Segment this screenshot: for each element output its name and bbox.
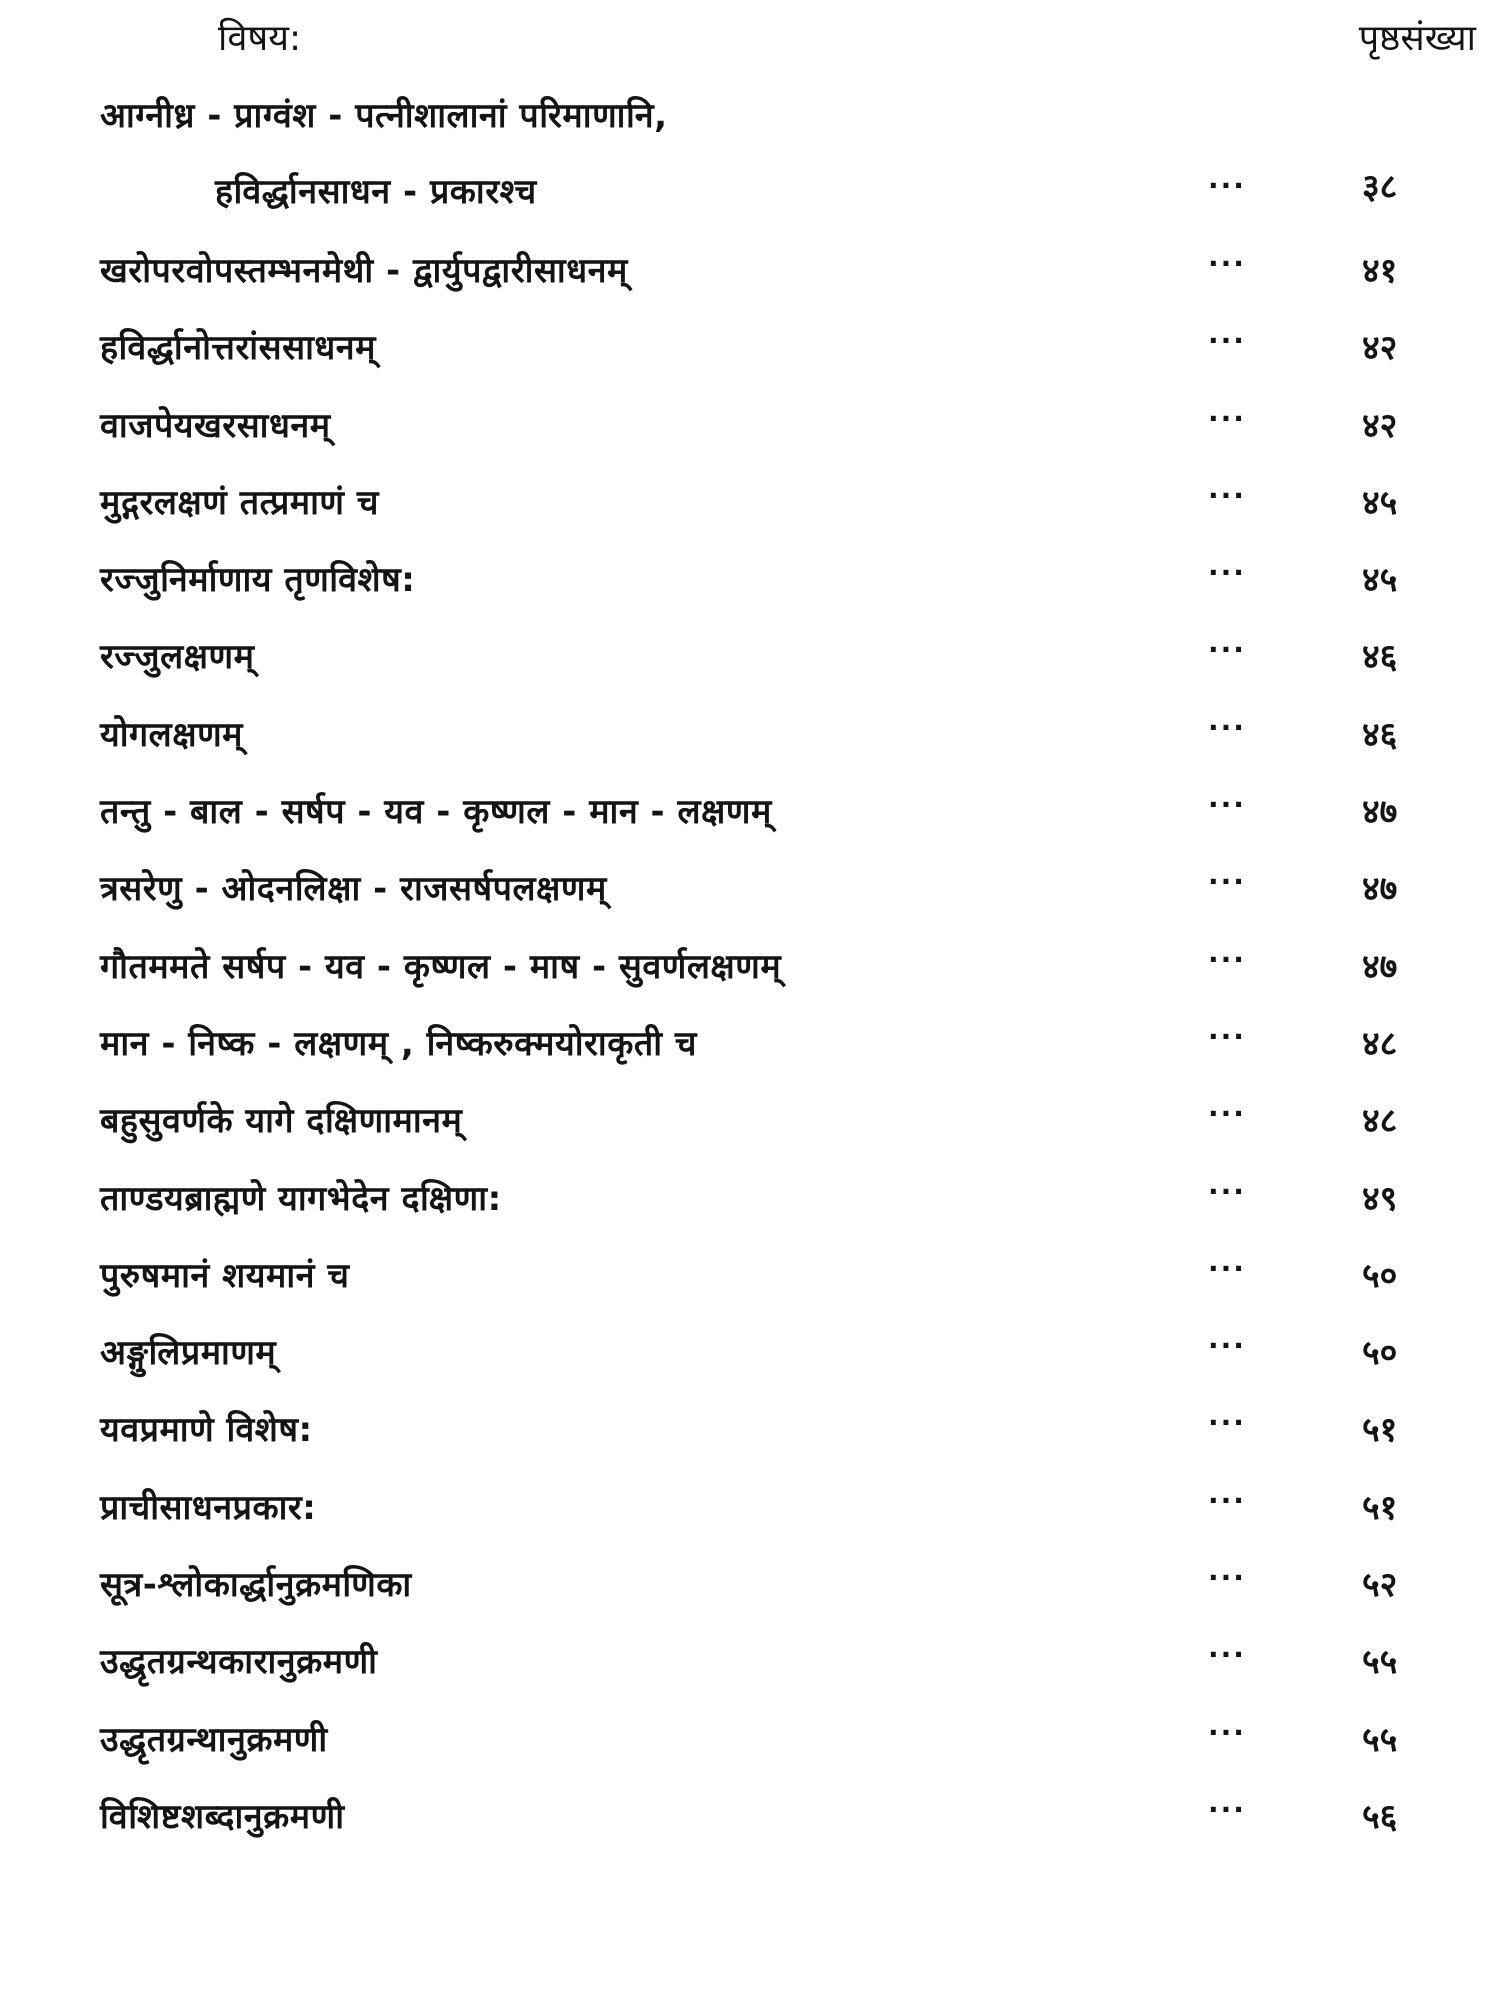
toc-entry-page-number: ५५ xyxy=(1362,1719,1398,1760)
leader-dots: ... xyxy=(1208,1012,1246,1046)
toc-entry-title: सूत्र-श्लोकार्द्धानुक्रमणिका xyxy=(100,1565,412,1606)
toc-entry-page-number: ४६ xyxy=(1362,714,1398,755)
toc-entry xyxy=(0,858,1500,935)
toc-entry-page-number: ५० xyxy=(1362,1255,1398,1296)
toc-entry xyxy=(0,85,1500,240)
toc-entry xyxy=(0,781,1500,858)
toc-entry xyxy=(0,1554,1500,1631)
toc-entry xyxy=(0,626,1500,703)
leader-dots: ... xyxy=(1208,1785,1246,1819)
toc-entry xyxy=(0,1090,1500,1167)
subject-column-heading: विषय: xyxy=(218,18,302,59)
leader-dots: ... xyxy=(1208,1631,1246,1665)
toc-entry-title-line1: आग्नीध्र - प्राग्वंश - पत्नीशालानां परिमाणानि, xyxy=(100,96,668,136)
toc-entry-title: पुरुषमानं शयमानं च xyxy=(100,1255,350,1296)
toc-entry xyxy=(0,395,1500,472)
toc-entry-title: तन्तु - बाल - सर्षप - यव - कृष्णल - मान - लक्षणम् xyxy=(100,792,772,833)
toc-entry-page-number: ५१ xyxy=(1362,1487,1398,1528)
leader-dots: ... xyxy=(1208,1167,1246,1201)
toc-entry-page-number: ४६ xyxy=(1362,637,1398,678)
toc-entry-title: हविर्द्धानोत्तरांससाधनम् xyxy=(100,328,377,369)
leader-dots: ... xyxy=(1208,162,1246,195)
toc-entry-title: उद्धृतग्रन्थकारानुक्रमणी xyxy=(100,1642,378,1683)
toc-entry xyxy=(0,1477,1500,1554)
toc-entry xyxy=(0,1322,1500,1399)
toc-entry-page-number: ४९ xyxy=(1362,1178,1398,1219)
toc-entry-page-number: ४२ xyxy=(1362,405,1398,446)
toc-entry xyxy=(0,1399,1500,1476)
toc-entry-title: रज्जुलक्षणम् xyxy=(100,637,255,678)
toc-entry xyxy=(0,1786,1500,1863)
toc-entry-page-number: ५१ xyxy=(1362,1410,1398,1451)
toc-entry-title: प्राचीसाधनप्रकार: xyxy=(100,1487,317,1528)
leader-dots: ... xyxy=(1208,549,1246,583)
toc-entry-page-number: ४२ xyxy=(1362,328,1398,369)
toc-entry-page-number: ४७ xyxy=(1362,869,1398,910)
toc-entry-page-number: ३८ xyxy=(1362,167,1398,207)
leader-dots: ... xyxy=(1208,394,1246,428)
leader-dots: ... xyxy=(1208,1399,1246,1433)
toc-entry-page-number: ४५ xyxy=(1362,560,1398,601)
leader-dots: ... xyxy=(1208,1244,1246,1278)
toc-entry xyxy=(0,240,1500,317)
leader-dots: ... xyxy=(1208,1476,1246,1510)
leader-dots: ... xyxy=(1208,858,1246,892)
toc-entry-title: यवप्रमाणे विशेष: xyxy=(100,1410,313,1451)
toc-entry xyxy=(0,936,1500,1013)
toc-entry-title: वाजपेयखरसाधनम् xyxy=(100,405,331,446)
toc-entry-title: ताण्डयब्राह्मणे यागभेदेन दक्षिणा: xyxy=(100,1178,502,1219)
table-of-contents xyxy=(0,85,1500,1863)
toc-entry xyxy=(0,1709,1500,1786)
toc-entry-title: मान - निष्क - लक्षणम् , निष्करुक्मयोराकृती च xyxy=(100,1023,697,1064)
leader-dots: ... xyxy=(1208,471,1246,505)
toc-entry xyxy=(0,472,1500,549)
leader-dots: ... xyxy=(1208,781,1246,815)
toc-entry-title: विशिष्टशब्दानुक्रमणी xyxy=(100,1796,345,1837)
toc-entry xyxy=(0,1631,1500,1708)
toc-entry xyxy=(0,317,1500,394)
toc-entry xyxy=(0,549,1500,626)
toc-entry-title: योगलक्षणम् xyxy=(100,714,244,755)
toc-entry-page-number: ५५ xyxy=(1362,1642,1398,1683)
leader-dots: ... xyxy=(1208,1708,1246,1742)
page-number-column-heading: पृष्ठसंख्या xyxy=(1358,18,1476,59)
toc-header xyxy=(0,12,1500,72)
leader-dots: ... xyxy=(1208,626,1246,660)
toc-entry-title: गौतममते सर्षप - यव - कृष्णल - माष - सुवर्णलक्षणम् xyxy=(100,946,782,987)
toc-entry-page-number: ४५ xyxy=(1362,482,1398,523)
toc-entry xyxy=(0,1168,1500,1245)
toc-entry-title: त्रसरेणु - ओदनलिक्षा - राजसर्षपलक्षणम् xyxy=(100,869,607,910)
toc-entry-title xyxy=(100,91,668,213)
toc-entry xyxy=(0,1013,1500,1090)
leader-dots: ... xyxy=(1208,703,1246,737)
toc-entry-page-number: ४८ xyxy=(1362,1023,1398,1064)
toc-entry-title-line2: हविर्द्धानसाधन - प्रकारश्च xyxy=(215,172,537,212)
leader-dots: ... xyxy=(1208,240,1246,273)
toc-entry-title: उद्धृतग्रन्थानुक्रमणी xyxy=(100,1719,328,1760)
toc-entry-title: रज्जुनिर्माणाय तृणविशेष: xyxy=(100,560,416,601)
toc-entry-page-number: ४७ xyxy=(1362,792,1398,833)
toc-entry xyxy=(0,1245,1500,1322)
toc-entry-title: मुद्गरलक्षणं तत्प्रमाणं च xyxy=(100,482,379,523)
leader-dots: ... xyxy=(1208,1554,1246,1588)
toc-entry-page-number: ४७ xyxy=(1362,946,1398,987)
leader-dots: ... xyxy=(1208,1322,1246,1356)
leader-dots: ... xyxy=(1208,317,1246,351)
leader-dots: ... xyxy=(1208,935,1246,969)
toc-entry-page-number: ५२ xyxy=(1362,1565,1398,1606)
toc-entry-page-number: ५० xyxy=(1362,1333,1398,1374)
toc-entry-title: खरोपरवोपस्तम्भनमेथी - द्वार्युपद्वारीसाधनम् xyxy=(100,251,628,291)
toc-entry-title: अङ्गुलिप्रमाणम् xyxy=(100,1333,277,1374)
toc-entry-title: बहुसुवर्णके यागे दक्षिणामानम् xyxy=(100,1101,463,1142)
toc-entry-page-number: ४८ xyxy=(1362,1101,1398,1142)
toc-entry-page-number: ५६ xyxy=(1362,1796,1398,1837)
toc-entry-page-number: ४१ xyxy=(1362,251,1398,291)
leader-dots: ... xyxy=(1208,1090,1246,1124)
toc-entry xyxy=(0,704,1500,781)
